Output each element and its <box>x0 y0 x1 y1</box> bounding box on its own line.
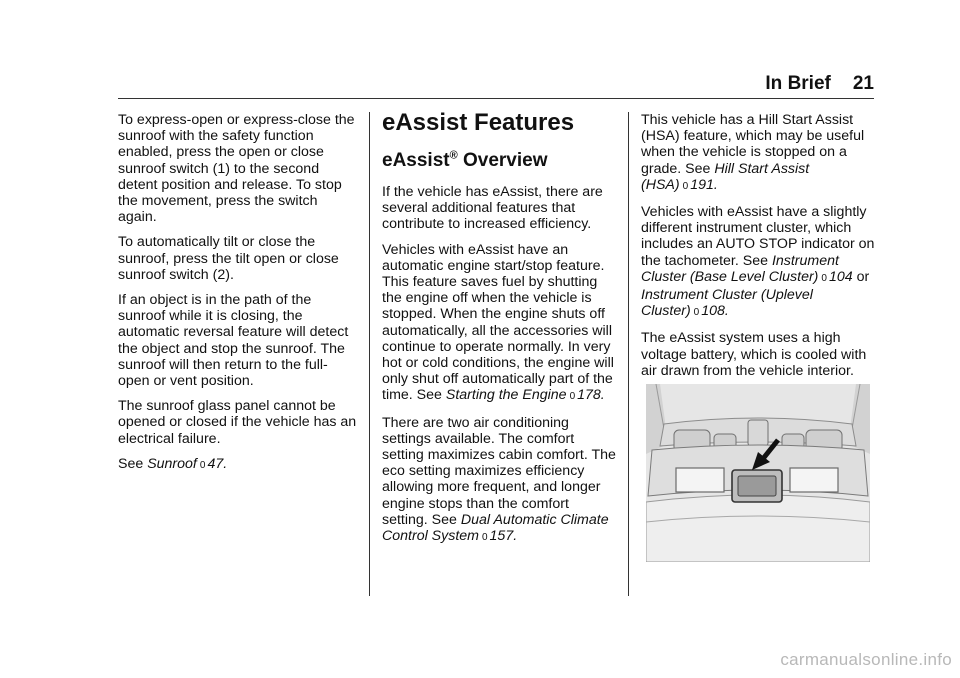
paragraph: Vehicles with eAssist have an automatic engine start/stop feature. This feature saves fuel by shutting the engine off when the vehicle is stopped. When the engine shuts off automatically, all the accessories will continue to operate normally. In very hot or cold conditions, the engine will only shut off automatically part of the time. See Starting the Engine 0 178. <box>382 241 614 404</box>
column-divider-1 <box>369 112 370 596</box>
page-ref: 191. <box>690 176 718 193</box>
rear-seat-battery-vent-illustration <box>646 384 870 562</box>
page-ref: 108. <box>701 303 729 320</box>
page-ref-arrow-icon: 0 <box>682 180 689 192</box>
page-number: 21 <box>852 73 874 94</box>
page-ref-arrow-icon: 0 <box>821 272 827 284</box>
page-ref: 104 <box>828 268 853 285</box>
page-ref: 47. <box>207 455 228 472</box>
cross-reference-link[interactable]: Instrument Cluster (Uplevel Cluster) <box>641 287 813 320</box>
section-title: eAssist Features <box>382 109 575 136</box>
cross-reference-link[interactable]: Dual Automatic Climate Control System <box>382 511 609 545</box>
page-ref-arrow-icon: 0 <box>481 532 488 544</box>
cross-reference-link[interactable]: Starting the Engine <box>445 387 567 404</box>
paragraph: If the vehicle has eAssist, there are several additional features that contribute to increased efficiency. <box>382 184 603 233</box>
paragraph: The eAssist system uses a high voltage battery, which is cooled with air drawn from the vehicle interior. <box>641 330 867 379</box>
paragraph: If an object is in the path of the sunroof while it is closing, the automatic reversal feature will detect the object and stop the sunroof. The sunroof will then return to the full-open or vent position. <box>118 292 349 390</box>
page-ref-arrow-icon: 0 <box>569 391 576 403</box>
cross-reference-link[interactable]: Instrument Cluster (Base Level Cluster) <box>641 252 839 285</box>
page-ref-arrow-icon: 0 <box>693 307 700 319</box>
left-column <box>118 112 358 483</box>
subsection-title: eAssist® Overview <box>382 149 548 171</box>
page-ref-arrow-icon: 0 <box>199 459 206 471</box>
paragraph: Vehicles with eAssist have a slightly different instrument cluster, which includes an AUTO STOP indicator on the tachometer. See Instrument Cluster (Base Level Cluster) 0 104 or Instrument Cluster (Uplevel Cluster) 0 108. <box>641 204 875 320</box>
header-section-title: In Brief <box>765 73 831 94</box>
page-ref: 178. <box>577 387 605 404</box>
cross-reference-link[interactable]: Hill Start Assist (HSA) <box>641 160 810 193</box>
paragraph: There are two air conditioning settings available. The comfort setting maximizes cabin comfort. The eco setting maximizes efficiency allowing more frequent, and longer engine stops than the comfort setting. See Dual Automatic Climate Control System 0 157. <box>382 414 616 545</box>
cross-reference-link[interactable]: Sunroof <box>147 455 197 472</box>
watermark: carmanualsonline.info <box>780 650 952 669</box>
registered-mark: ® <box>449 149 458 162</box>
paragraph: The sunroof glass panel cannot be opened or closed if the vehicle has an electrical failure. <box>118 398 357 447</box>
header-rule <box>118 98 874 99</box>
middle-column <box>382 110 618 555</box>
illustration-svg <box>646 384 870 562</box>
right-column <box>641 112 877 388</box>
paragraph: To automatically tilt or close the sunroof, press the tilt open or close sunroof switch (2). <box>118 234 339 283</box>
column-divider-2 <box>628 112 629 596</box>
paragraph: To express-open or express-close the sunroof with the safety function enabled, press the open or close sunroof switch (1) to the second detent position and release. To stop the movement, press the switch again. <box>118 112 355 226</box>
paragraph: See Sunroof 0 47. <box>118 455 228 472</box>
paragraph: This vehicle has a Hill Start Assist (HSA) feature, which may be useful when the vehicle is stopped on a grade. See Hill Start Assist (HSA) 0 191. <box>641 112 865 193</box>
page-header <box>765 73 874 95</box>
page-ref: 157. <box>489 528 518 545</box>
